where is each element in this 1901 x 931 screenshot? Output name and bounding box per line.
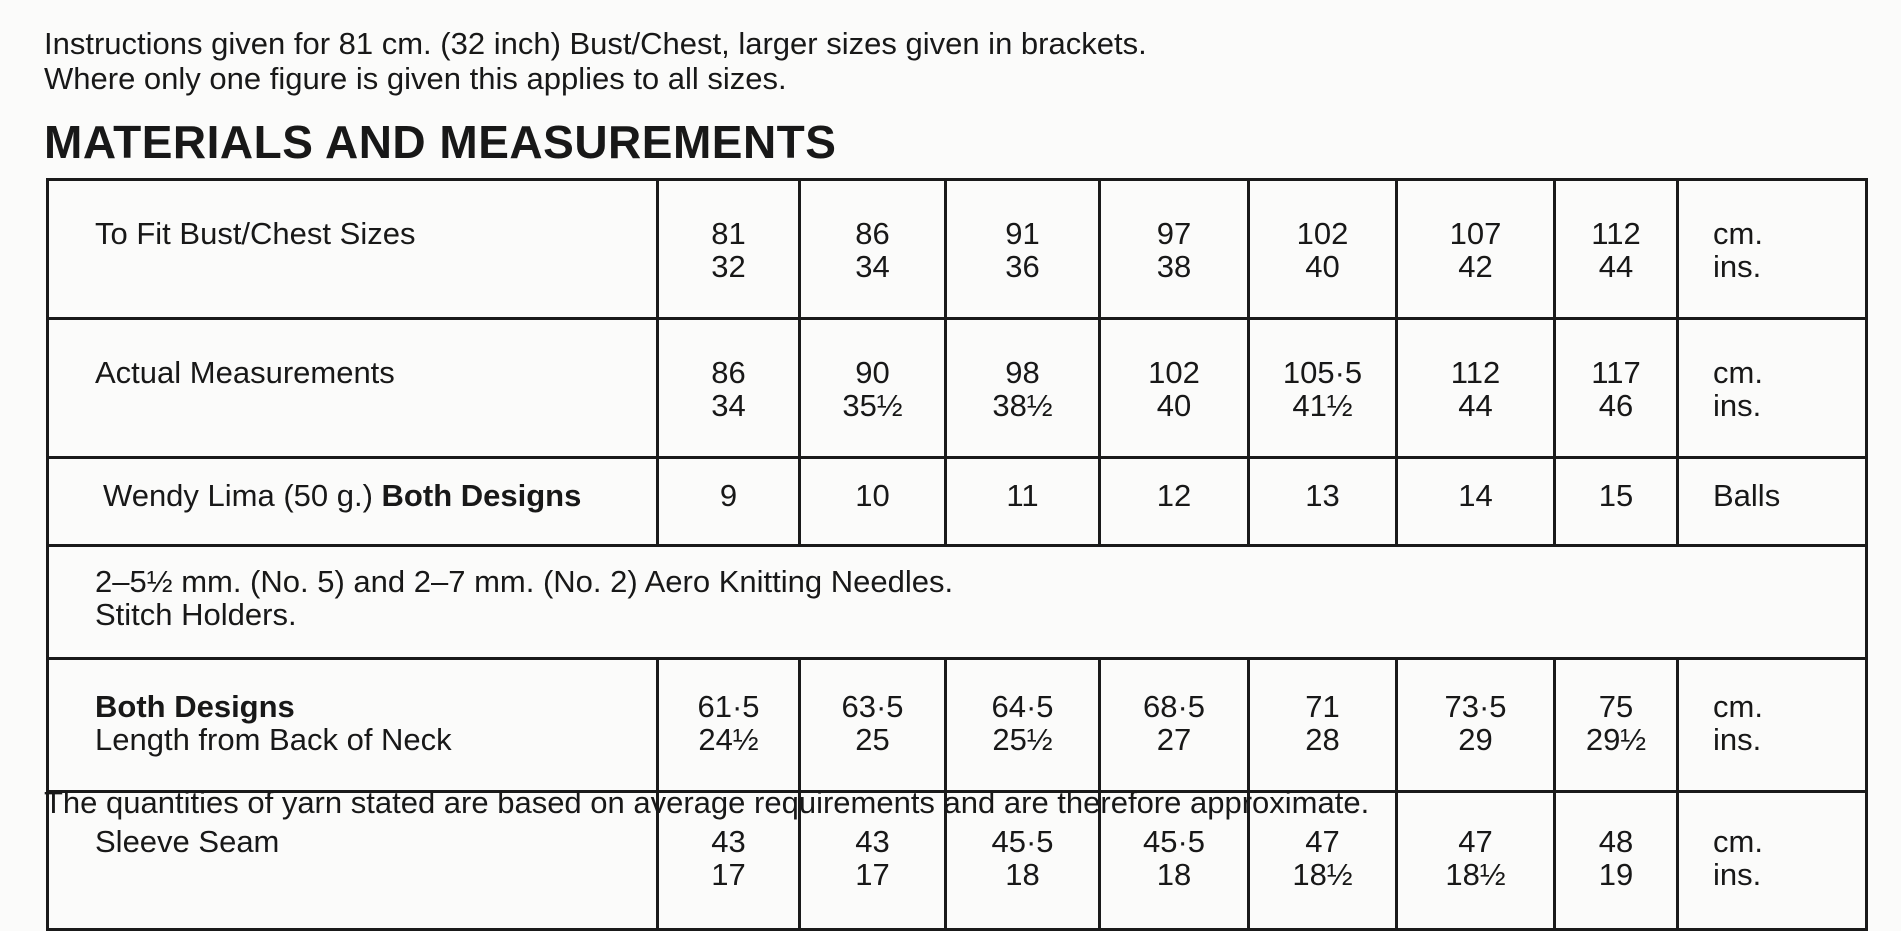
- intro-text: [44, 26, 1147, 96]
- table-row-needles: [48, 546, 1867, 659]
- unit-cell: [1678, 458, 1867, 546]
- cm-value: 105·5: [1282, 355, 1363, 390]
- ins-value: 25: [855, 722, 890, 757]
- intro-line-1: Instructions given for 81 cm. (32 inch) Bust/Chest, larger sizes given in brackets.: [44, 26, 1147, 61]
- cm-value: 117: [1591, 355, 1641, 390]
- ins-value: 41½: [1292, 388, 1353, 423]
- cm-value: 45·5: [991, 824, 1054, 859]
- unit-cm: cm.: [1713, 355, 1763, 390]
- footnote: The quantities of yarn stated are based on average requirements and are therefore approximate.: [44, 785, 1370, 820]
- row-label: [48, 458, 658, 546]
- unit-cm: cm.: [1713, 689, 1763, 724]
- ins-value: 17: [855, 857, 890, 892]
- ins-value: 24½: [698, 722, 759, 757]
- size-cell: [800, 659, 946, 792]
- size-cell: [1249, 180, 1397, 319]
- needles-line-2: Stitch Holders.: [95, 597, 297, 632]
- cm-value: 45·5: [1142, 824, 1206, 859]
- section-heading: MATERIALS AND MEASUREMENTS: [44, 116, 837, 168]
- ins-value: 38½: [992, 388, 1053, 423]
- size-cell: [1397, 319, 1555, 458]
- cm-value: 81: [711, 216, 746, 251]
- row-label: [48, 319, 658, 458]
- cm-value: 86: [711, 355, 746, 390]
- table-row-length: [48, 659, 1867, 792]
- size-cell: [1555, 180, 1678, 319]
- ins-value: 18: [1156, 857, 1192, 892]
- cm-value: 97: [1156, 216, 1192, 251]
- balls-value: 14: [1458, 478, 1493, 513]
- size-cell: [1100, 659, 1249, 792]
- table-row-yarn: [48, 458, 1867, 546]
- size-cell: [1249, 319, 1397, 458]
- unit-cell: [1678, 659, 1867, 792]
- ins-value: 46: [1598, 388, 1634, 423]
- unit-ins: ins.: [1713, 722, 1762, 757]
- cm-value: 73·5: [1444, 689, 1507, 724]
- yarn-label-bold: Both Designs: [381, 478, 582, 513]
- ins-value: 28: [1305, 722, 1340, 757]
- unit-ins: ins.: [1713, 857, 1762, 892]
- unit-ins: ins.: [1713, 249, 1762, 284]
- cm-value: 61·5: [697, 689, 760, 724]
- cm-value: 71: [1305, 689, 1340, 724]
- cm-value: 107: [1449, 216, 1502, 251]
- size-cell: [1100, 319, 1249, 458]
- actual-label: Actual Measurements: [95, 355, 395, 390]
- cm-value: 90: [855, 355, 890, 390]
- intro-line-2: Where only one figure is given this applies to all sizes.: [44, 61, 787, 96]
- unit-balls: Balls: [1713, 478, 1781, 513]
- size-cell: [1249, 659, 1397, 792]
- cm-value: 86: [855, 216, 890, 251]
- size-cell: [658, 659, 800, 792]
- cm-value: 102: [1148, 355, 1200, 390]
- size-cell: [800, 319, 946, 458]
- size-cell: [1397, 659, 1555, 792]
- unit-cell: [1678, 319, 1867, 458]
- balls-cell: [658, 458, 800, 546]
- ins-value: 32: [711, 249, 746, 284]
- balls-cell: [1249, 458, 1397, 546]
- cm-value: 112: [1450, 355, 1501, 390]
- fit-sizes-label: To Fit Bust/Chest Sizes: [95, 216, 416, 251]
- cm-value: 68·5: [1142, 689, 1206, 724]
- size-cell: [658, 319, 800, 458]
- length-label-bold: Both Designs: [95, 689, 295, 724]
- ins-value: 34: [711, 388, 746, 423]
- balls-cell: [1397, 458, 1555, 546]
- balls-cell: [1555, 458, 1678, 546]
- ins-value: 44: [1458, 388, 1493, 423]
- size-cell: [946, 180, 1100, 319]
- ins-value: 18: [1005, 857, 1040, 892]
- ins-value: 29: [1458, 722, 1493, 757]
- table-row-actual: [48, 319, 1867, 458]
- ins-value: 29½: [1585, 722, 1647, 757]
- cm-value: 43: [711, 824, 746, 859]
- unit-cm: cm.: [1713, 216, 1763, 251]
- balls-value: 15: [1598, 478, 1634, 513]
- balls-value: 12: [1156, 478, 1192, 513]
- balls-cell: [800, 458, 946, 546]
- cm-value: 43: [855, 824, 890, 859]
- ins-value: 27: [1156, 722, 1192, 757]
- ins-value: 40: [1305, 249, 1340, 284]
- size-cell: [1555, 319, 1678, 458]
- sleeve-label: Sleeve Seam: [95, 824, 280, 859]
- cm-value: 102: [1296, 216, 1349, 251]
- cm-value: 63·5: [841, 689, 904, 724]
- cm-value: 98: [1005, 355, 1040, 390]
- cm-value: 48: [1598, 824, 1634, 859]
- balls-cell: [946, 458, 1100, 546]
- cm-value: 47: [1458, 824, 1493, 859]
- size-cell: [946, 659, 1100, 792]
- size-cell: [658, 180, 800, 319]
- cm-value: 91: [1005, 216, 1040, 251]
- size-cell: [800, 180, 946, 319]
- balls-value: 10: [855, 478, 890, 513]
- balls-value: 9: [719, 478, 738, 513]
- size-cell: [1397, 792, 1555, 930]
- ins-value: 19: [1598, 857, 1634, 892]
- table-row-fit-sizes: [48, 180, 1867, 319]
- unit-cell: [1678, 792, 1867, 930]
- ins-value: 17: [711, 857, 746, 892]
- unit-cell: [1678, 180, 1867, 319]
- length-label: Length from Back of Neck: [95, 722, 452, 757]
- cm-value: 112: [1591, 216, 1641, 251]
- ins-value: 18½: [1445, 857, 1506, 892]
- balls-cell: [1100, 458, 1249, 546]
- ins-value: 25½: [992, 722, 1053, 757]
- row-label: [48, 180, 658, 319]
- needles-line-1: 2–5½ mm. (No. 5) and 2–7 mm. (No. 2) Aero Knitting Needles.: [95, 564, 954, 599]
- unit-ins: ins.: [1713, 388, 1762, 423]
- size-cell: [1100, 180, 1249, 319]
- size-cell: [946, 319, 1100, 458]
- balls-value: 11: [1006, 478, 1039, 513]
- ins-value: 40: [1156, 388, 1192, 423]
- ins-value: 35½: [842, 388, 903, 423]
- cm-value: 47: [1305, 824, 1340, 859]
- ins-value: 34: [855, 249, 890, 284]
- size-cell: [1397, 180, 1555, 319]
- ins-value: 36: [1005, 249, 1040, 284]
- size-cell: [1555, 659, 1678, 792]
- cm-value: 75: [1598, 689, 1634, 724]
- size-cell: [1555, 792, 1678, 930]
- ins-value: 18½: [1292, 857, 1353, 892]
- ins-value: 44: [1598, 249, 1634, 284]
- unit-cm: cm.: [1713, 824, 1763, 859]
- ins-value: 38: [1156, 249, 1192, 284]
- balls-value: 13: [1305, 478, 1340, 513]
- yarn-label: Wendy Lima (50 g.): [103, 478, 382, 513]
- needles-cell: [48, 546, 1867, 659]
- cm-value: 64·5: [991, 689, 1054, 724]
- ins-value: 42: [1458, 249, 1493, 284]
- row-label: [48, 659, 658, 792]
